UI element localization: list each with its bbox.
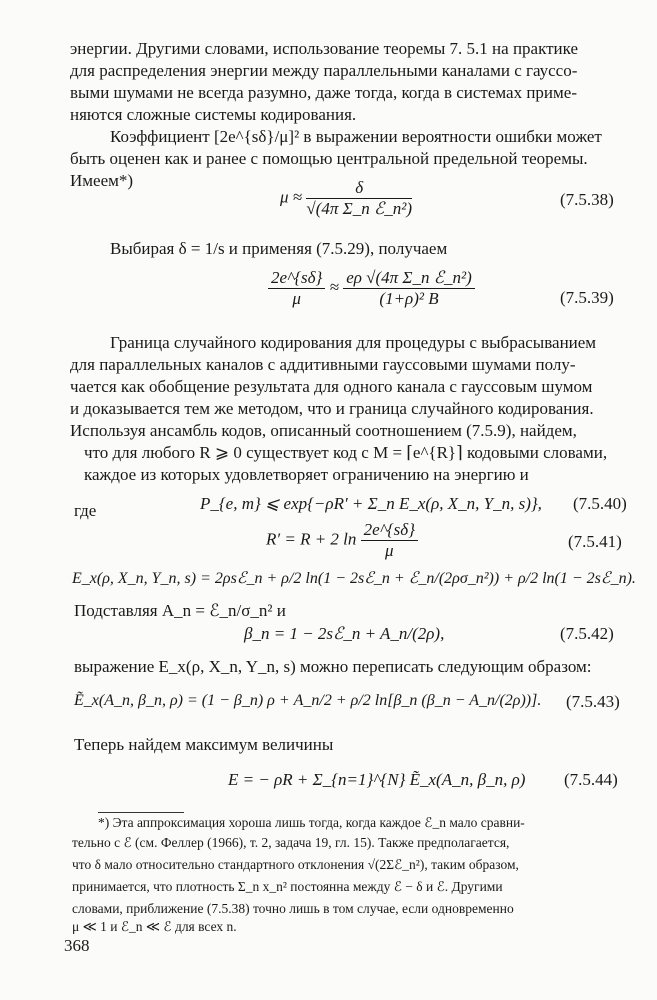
text-line: быть оценен как и ранее с помощью центральной предельной теоремы. — [70, 149, 588, 168]
footnote-line: что δ мало относительно стандартного отклонения √(2Σℰ_n²), таким образом, — [72, 857, 519, 872]
text-line: энергии. Другими словами, использование теоремы 7. 5.1 на практике — [70, 39, 579, 58]
footnote-rule — [98, 812, 184, 813]
text-line: для распределения энергии между параллельными каналами с гауссо- — [70, 61, 578, 80]
text-line: Используя ансамбль кодов, описанный соотношением (7.5.9), найдем, — [70, 421, 577, 440]
text-line: и доказывается тем же методом, что и граница случайного кодирования. — [70, 399, 594, 418]
text-line: выражение E_x(ρ, X_n, Y_n, s) можно переписать следующим образом: — [74, 657, 592, 676]
footnote-line: μ ≪ 1 и ℰ_n ≪ ℰ для всех n. — [72, 919, 237, 934]
text-line: няются сложные системы кодирования. — [70, 105, 357, 124]
equation-number: (7.5.40) — [573, 494, 627, 513]
equation-7-5-42: β_n = 1 − 2sℰ_n + A_n/(2ρ), — [244, 624, 445, 643]
footnote-line: принимается, что плотность Σ_n x_n² постоянна между ℰ − δ и ℰ. Другими — [72, 879, 503, 894]
text-line: Коэффициент [2e^{sδ}/μ]² в выражении вероятности ошибки может — [110, 127, 602, 146]
text-line: для параллельных каналов с аддитивными гауссовыми шумами полу- — [70, 355, 576, 374]
equation-number: (7.5.39) — [560, 288, 614, 307]
equation-7-5-39: $\frac{2e\^{}\{s\delta\}}{\mu}$ ≈ $\frac{\text{eρ √(4π Σ\_n ℰ\_n²)}}{\text{(1+ρ)² B}}$ — [268, 268, 475, 309]
text-line: Выбирая δ = 1/s и применяя (7.5.29), получаем — [110, 239, 448, 258]
equation-number: (7.5.44) — [564, 770, 618, 789]
text-line: Имеем*) — [70, 171, 134, 190]
footnote-line: словами, приближение (7.5.38) точно лишь в том случае, если одновременно — [72, 901, 514, 916]
equation-Ex: E_x(ρ, X_n, Y_n, s) = 2ρsℰ_n + ρ/2 ln(1 − 2sℰ_n + ℰ_n/(2ρσ_n²)) + ρ/2 ln(1 − 2sℰ_n). — [72, 570, 636, 587]
page-number: 368 — [64, 936, 90, 955]
text-line: Теперь найдем максимум величины — [74, 735, 334, 754]
text-line: каждое из которых удовлетворяет ограничению на энергию и — [84, 465, 529, 484]
text-line: выми шумами не всегда разумно, даже тогда, когда в системах приме- — [70, 83, 577, 102]
equation-number: (7.5.38) — [560, 190, 614, 209]
footnote-line: тельно с ℰ (см. Феллер (1966), т. 2, задача 19, гл. 15). Также предполагается, — [72, 835, 510, 850]
equation-number: (7.5.41) — [568, 532, 622, 551]
equation-number: (7.5.42) — [560, 624, 614, 643]
gde-text: где — [74, 501, 97, 520]
text-line: что для любого R ⩾ 0 существует код с M = ⌈e^{R}⌉ кодовыми словами, — [84, 443, 608, 462]
equation-7-5-41: R′ = R + 2 ln $\frac{2e\^{}\{s\delta\}}{\mu}$ — [266, 520, 418, 561]
text-line: чается как обобщение результата для одного канала с гауссовым шумом — [70, 377, 593, 396]
equation-7-5-44: E = − ρR + Σ_{n=1}^{N} Ẽ_x(A_n, β_n, ρ) — [228, 770, 526, 789]
equation-7-5-40: P_{e, m} ⩽ exp{−ρR′ + Σ_n E_x(ρ, X_n, Y_n, s)}, — [200, 494, 542, 513]
equation-7-5-43: Ẽ_x(A_n, β_n, ρ) = (1 − β_n) ρ + A_n/2 + ρ/2 ln[β_n (β_n − A_n/(2ρ))]. — [74, 692, 542, 709]
footnote-line: *) Эта аппроксимация хороша лишь тогда, когда каждое ℰ_n мало сравни- — [98, 815, 525, 830]
text-line: Подставляя A_n = ℰ_n/σ_n² и — [74, 601, 286, 620]
text-line: Граница случайного кодирования для процедуры с выбрасыванием — [110, 333, 597, 352]
equation-number: (7.5.43) — [566, 692, 620, 711]
equation-7-5-38: μ ≈ $\frac{\delta}{\text{√(4π Σ\_n ℰ\_n²)}}$ — [280, 178, 413, 218]
